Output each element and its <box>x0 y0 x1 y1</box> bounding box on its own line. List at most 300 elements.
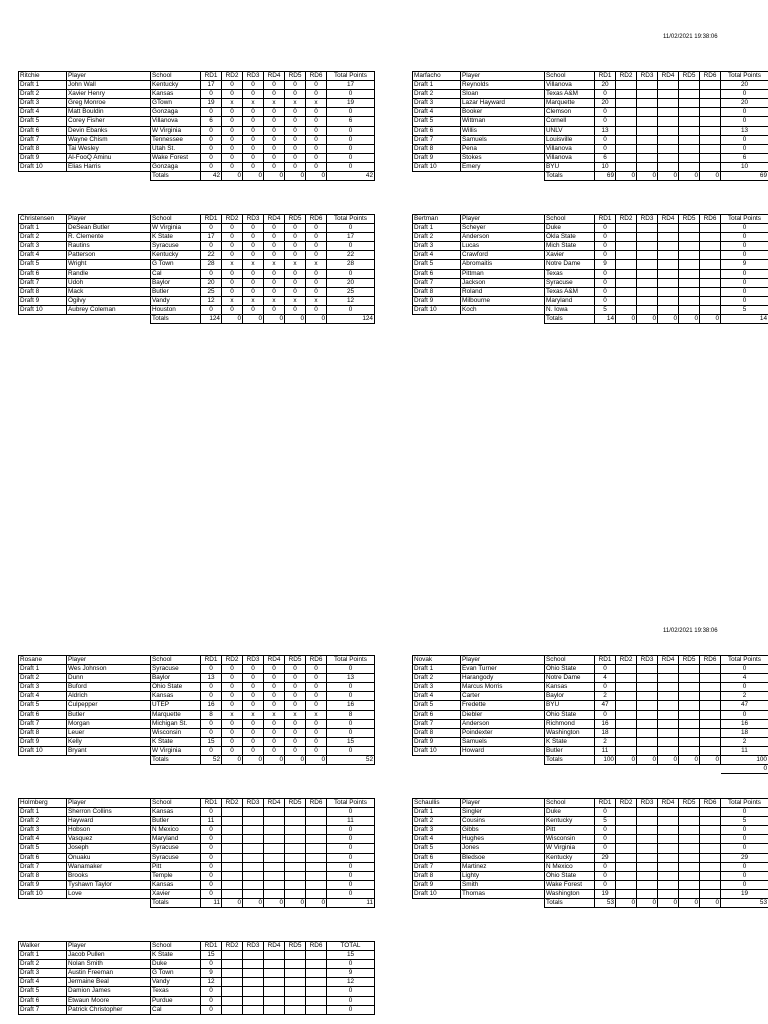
table-row <box>413 683 768 692</box>
draft-slot: Draft 1 <box>19 224 67 233</box>
round-points: 0 <box>243 117 264 126</box>
table-row <box>19 108 375 117</box>
round-points: 0 <box>243 135 264 144</box>
school-name: GTown <box>151 99 201 108</box>
total-points: 25 <box>327 287 375 296</box>
table-row <box>413 278 768 287</box>
school-name: Mich State <box>545 242 595 251</box>
school-name: Kentucky <box>151 251 201 260</box>
owner-name: Schaullis <box>413 799 461 808</box>
round-points <box>679 260 700 269</box>
round-points <box>637 844 658 853</box>
table-row <box>19 987 375 996</box>
table-row <box>413 162 768 171</box>
school-name: Cornell <box>545 117 595 126</box>
round-points <box>637 835 658 844</box>
player-name: Gibbs <box>461 826 545 835</box>
player-name: Samuels <box>461 135 545 144</box>
round-points: 0 <box>306 746 327 755</box>
player-name: Jackson <box>461 278 545 287</box>
table-row <box>413 817 768 826</box>
school-name: K State <box>545 737 595 746</box>
table-row <box>413 746 768 755</box>
column-header: Player <box>67 72 151 81</box>
round-points <box>637 251 658 260</box>
round-points: 0 <box>243 224 264 233</box>
round-points: x <box>285 296 306 305</box>
totals-value: 42 <box>327 172 375 181</box>
draft-slot: Draft 3 <box>413 242 461 251</box>
round-points: 0 <box>264 81 285 90</box>
draft-slot: Draft 3 <box>413 826 461 835</box>
school-name: Kentucky <box>151 81 201 90</box>
round-points: 0 <box>222 665 243 674</box>
player-name: Hobson <box>67 826 151 835</box>
school-name: Baylor <box>151 674 201 683</box>
round-points <box>285 826 306 835</box>
round-points <box>616 90 637 99</box>
school-name: Baylor <box>545 692 595 701</box>
round-points <box>658 871 679 880</box>
round-points <box>679 153 700 162</box>
round-points <box>222 996 243 1005</box>
round-points <box>306 978 327 987</box>
round-points: 0 <box>595 108 616 117</box>
table-row <box>413 665 768 674</box>
draft-slot: Draft 10 <box>19 889 67 898</box>
school-name: UNLV <box>545 126 595 135</box>
round-points: 0 <box>264 719 285 728</box>
round-points: 0 <box>306 242 327 251</box>
totals-value: 0 <box>700 172 721 181</box>
round-points: 0 <box>243 719 264 728</box>
round-points <box>243 969 264 978</box>
draft-slot: Draft 1 <box>19 665 67 674</box>
round-points <box>285 960 306 969</box>
round-points: 0 <box>595 224 616 233</box>
school-name: Kansas <box>151 880 201 889</box>
round-points <box>264 951 285 960</box>
column-header: RD4 <box>658 799 679 808</box>
round-points: 0 <box>222 278 243 287</box>
round-points: 6 <box>201 117 222 126</box>
totals-label: Totals <box>545 756 595 765</box>
player-name: Love <box>67 889 151 898</box>
draft-slot: Draft 4 <box>19 108 67 117</box>
draft-slot: Draft 4 <box>413 692 461 701</box>
round-points <box>658 278 679 287</box>
total-points: 0 <box>327 305 375 314</box>
round-points: 0 <box>595 90 616 99</box>
round-points: 0 <box>264 674 285 683</box>
school-name: Syracuse <box>545 278 595 287</box>
player-name: Diebler <box>461 710 545 719</box>
draft-slot: Draft 3 <box>19 826 67 835</box>
round-points: 0 <box>201 844 222 853</box>
round-points <box>637 242 658 251</box>
draft-slot: Draft 5 <box>19 701 67 710</box>
draft-slot: Draft 4 <box>413 835 461 844</box>
table-row <box>19 701 375 710</box>
draft-slot: Draft 7 <box>19 1005 67 1014</box>
column-header: RD5 <box>679 215 700 224</box>
table-row <box>19 162 375 171</box>
round-points <box>616 81 637 90</box>
school-name: W Virginia <box>151 746 201 755</box>
round-points <box>285 978 306 987</box>
player-name: Wittman <box>461 117 545 126</box>
draft-slot: Draft 3 <box>413 683 461 692</box>
round-points: 0 <box>243 233 264 242</box>
round-points: 0 <box>264 233 285 242</box>
round-points <box>637 826 658 835</box>
blank-cell <box>67 172 151 181</box>
round-points: 0 <box>306 269 327 278</box>
column-header: RD1 <box>201 942 222 951</box>
school-name: W Virginia <box>151 224 201 233</box>
round-points: 0 <box>201 108 222 117</box>
round-points: 0 <box>201 728 222 737</box>
round-points <box>616 862 637 871</box>
column-header: RD5 <box>679 799 700 808</box>
table-row <box>413 826 768 835</box>
total-points: 0 <box>327 996 375 1005</box>
round-points <box>679 862 700 871</box>
round-points <box>679 817 700 826</box>
player-name: Morgan <box>67 719 151 728</box>
table-row <box>19 969 375 978</box>
draft-slot: Draft 5 <box>413 844 461 853</box>
player-name: Ogilvy <box>67 296 151 305</box>
school-name: Utah St. <box>151 144 201 153</box>
school-name: Kansas <box>151 90 201 99</box>
player-name: Brooks <box>67 871 151 880</box>
round-points <box>616 710 637 719</box>
school-name: Clemson <box>545 108 595 117</box>
player-name: Harangody <box>461 674 545 683</box>
round-points <box>658 296 679 305</box>
draft-slot: Draft 6 <box>413 710 461 719</box>
round-points: x <box>264 99 285 108</box>
round-points: 0 <box>264 126 285 135</box>
school-name: Michigan St. <box>151 719 201 728</box>
player-name: Culpepper <box>67 701 151 710</box>
player-name: Joseph <box>67 844 151 853</box>
table-row <box>19 889 375 898</box>
round-points <box>637 692 658 701</box>
draft-slot: Draft 4 <box>19 251 67 260</box>
total-points: 0 <box>721 278 768 287</box>
round-points <box>658 99 679 108</box>
table-row <box>19 719 375 728</box>
round-points: 0 <box>306 719 327 728</box>
round-points <box>679 835 700 844</box>
table-row <box>19 251 375 260</box>
table-row <box>19 665 375 674</box>
column-header: RD3 <box>637 72 658 81</box>
round-points: 9 <box>595 260 616 269</box>
extra-value: 0 <box>721 765 768 774</box>
round-points <box>306 808 327 817</box>
totals-value: 69 <box>595 172 616 181</box>
draft-table-schaullis <box>412 798 768 908</box>
blank-cell <box>67 315 151 324</box>
draft-slot: Draft 7 <box>413 278 461 287</box>
round-points: 4 <box>595 674 616 683</box>
player-name: Matt Bouldin <box>67 108 151 117</box>
round-points <box>222 817 243 826</box>
total-points: 0 <box>327 144 375 153</box>
round-points <box>700 126 721 135</box>
round-points: 0 <box>306 278 327 287</box>
round-points <box>658 287 679 296</box>
total-points: 0 <box>327 683 375 692</box>
school-name: N Mexico <box>151 826 201 835</box>
round-points <box>616 835 637 844</box>
total-points: 17 <box>327 233 375 242</box>
school-name: Xavier <box>545 251 595 260</box>
round-points <box>616 224 637 233</box>
round-points <box>658 844 679 853</box>
round-points <box>679 251 700 260</box>
totals-value: 0 <box>679 315 700 324</box>
round-points: 0 <box>201 135 222 144</box>
total-points: 0 <box>327 269 375 278</box>
round-points: 20 <box>595 99 616 108</box>
school-name: Villanova <box>545 153 595 162</box>
total-points: 0 <box>721 835 768 844</box>
player-name: Evan Turner <box>461 665 545 674</box>
column-header: School <box>545 72 595 81</box>
round-points: 0 <box>264 135 285 144</box>
round-points <box>637 305 658 314</box>
column-header: Player <box>461 72 545 81</box>
draft-slot: Draft 6 <box>413 269 461 278</box>
total-points: 0 <box>327 126 375 135</box>
total-points: 0 <box>721 90 768 99</box>
round-points: 0 <box>222 144 243 153</box>
round-points <box>658 808 679 817</box>
round-points: 28 <box>201 260 222 269</box>
column-header: RD1 <box>201 799 222 808</box>
round-points <box>700 153 721 162</box>
round-points <box>616 287 637 296</box>
total-points: 0 <box>327 719 375 728</box>
table-row <box>19 1005 375 1014</box>
total-points: 2 <box>721 692 768 701</box>
table-row <box>413 719 768 728</box>
player-name: Pittman <box>461 269 545 278</box>
round-points <box>243 889 264 898</box>
round-points <box>637 665 658 674</box>
total-points: 0 <box>721 144 768 153</box>
round-points: 0 <box>595 287 616 296</box>
round-points: 2 <box>595 692 616 701</box>
round-points <box>658 719 679 728</box>
table-row <box>413 710 768 719</box>
table-row <box>19 746 375 755</box>
player-name: Samuels <box>461 737 545 746</box>
column-header: Total Points <box>721 799 768 808</box>
round-points: 11 <box>201 817 222 826</box>
round-points <box>658 90 679 99</box>
round-points: 0 <box>285 251 306 260</box>
total-points: 0 <box>721 710 768 719</box>
draft-slot: Draft 2 <box>413 674 461 683</box>
round-points <box>658 710 679 719</box>
round-points <box>658 862 679 871</box>
round-points: 0 <box>201 269 222 278</box>
round-points <box>700 117 721 126</box>
round-points: 0 <box>285 719 306 728</box>
round-points: 0 <box>285 90 306 99</box>
round-points: 0 <box>222 305 243 314</box>
totals-label: Totals <box>151 172 201 181</box>
round-points <box>637 871 658 880</box>
table-row <box>19 826 375 835</box>
column-header: Total Points <box>721 72 768 81</box>
round-points: 13 <box>201 674 222 683</box>
totals-value: 0 <box>700 315 721 324</box>
round-points: 0 <box>285 683 306 692</box>
totals-value: 0 <box>243 172 264 181</box>
round-points: 0 <box>201 719 222 728</box>
round-points: 0 <box>243 737 264 746</box>
school-name: Kentucky <box>545 817 595 826</box>
round-points: 17 <box>201 233 222 242</box>
player-name: Corey Fisher <box>67 117 151 126</box>
round-points <box>637 719 658 728</box>
column-header: RD3 <box>637 215 658 224</box>
school-name: Wisconsin <box>545 835 595 844</box>
school-name: Kansas <box>545 683 595 692</box>
round-points <box>700 871 721 880</box>
column-header: RD2 <box>222 656 243 665</box>
column-header: RD4 <box>658 656 679 665</box>
school-name: Duke <box>545 224 595 233</box>
draft-slot: Draft 3 <box>19 683 67 692</box>
total-points: 0 <box>721 135 768 144</box>
draft-slot: Draft 9 <box>413 880 461 889</box>
column-header: Total Points <box>721 656 768 665</box>
draft-slot: Draft 3 <box>413 99 461 108</box>
column-header: RD6 <box>306 72 327 81</box>
round-points <box>700 99 721 108</box>
blank-cell <box>658 765 679 774</box>
column-header: School <box>151 72 201 81</box>
round-points: 0 <box>222 135 243 144</box>
table-row <box>19 862 375 871</box>
round-points: 0 <box>222 692 243 701</box>
player-name: Singler <box>461 808 545 817</box>
draft-slot: Draft 8 <box>413 144 461 153</box>
round-points: 0 <box>306 305 327 314</box>
draft-slot: Draft 2 <box>413 817 461 826</box>
round-points <box>616 683 637 692</box>
round-points <box>616 844 637 853</box>
column-header: RD6 <box>700 72 721 81</box>
timestamp-top: 11/02/2021 19:38:06 <box>663 34 718 40</box>
player-name: Tyshawn Taylor <box>67 880 151 889</box>
round-points <box>679 278 700 287</box>
table-row <box>413 835 768 844</box>
totals-value: 0 <box>658 756 679 765</box>
round-points: 0 <box>285 701 306 710</box>
round-points: 0 <box>222 728 243 737</box>
round-points: 0 <box>285 135 306 144</box>
totals-value: 0 <box>700 756 721 765</box>
round-points: 0 <box>222 126 243 135</box>
total-points: 0 <box>721 296 768 305</box>
player-name: Emery <box>461 162 545 171</box>
totals-value: 0 <box>243 756 264 765</box>
extra-row <box>413 765 768 774</box>
school-name: Cal <box>151 1005 201 1014</box>
total-points: 0 <box>327 242 375 251</box>
draft-slot: Draft 2 <box>413 90 461 99</box>
draft-slot: Draft 1 <box>19 808 67 817</box>
round-points: 0 <box>243 287 264 296</box>
round-points <box>616 144 637 153</box>
round-points: 0 <box>595 296 616 305</box>
school-name: Houston <box>151 305 201 314</box>
round-points <box>658 746 679 755</box>
round-points: 0 <box>243 683 264 692</box>
column-header: Total Points <box>327 72 375 81</box>
totals-value: 0 <box>637 172 658 181</box>
round-points: 16 <box>595 719 616 728</box>
round-points: 0 <box>306 162 327 171</box>
round-points: x <box>243 99 264 108</box>
round-points: 0 <box>201 153 222 162</box>
round-points: 0 <box>201 1005 222 1014</box>
total-points: 6 <box>327 117 375 126</box>
column-header: RD1 <box>595 799 616 808</box>
round-points: 0 <box>306 153 327 162</box>
table-row <box>413 144 768 153</box>
player-name: Koch <box>461 305 545 314</box>
total-points: 12 <box>327 296 375 305</box>
owner-name: Ritchie <box>19 72 67 81</box>
round-points: 15 <box>201 951 222 960</box>
blank-cell <box>413 756 461 765</box>
table-row <box>19 880 375 889</box>
round-points: 0 <box>201 746 222 755</box>
player-name: Greg Monroe <box>67 99 151 108</box>
round-points: 0 <box>285 737 306 746</box>
total-points: 16 <box>327 701 375 710</box>
round-points <box>264 1005 285 1014</box>
table-row <box>19 233 375 242</box>
school-name: Pitt <box>545 826 595 835</box>
timestamp-bottom: 11/02/2021 19:38:06 <box>663 628 718 634</box>
round-points <box>222 889 243 898</box>
total-points: 0 <box>327 960 375 969</box>
round-points <box>222 969 243 978</box>
round-points: x <box>306 260 327 269</box>
round-points: 0 <box>264 144 285 153</box>
total-points: 0 <box>721 269 768 278</box>
round-points: 0 <box>306 683 327 692</box>
school-name: Texas <box>151 987 201 996</box>
round-points <box>658 162 679 171</box>
total-points: 0 <box>721 224 768 233</box>
round-points <box>700 853 721 862</box>
round-points <box>700 260 721 269</box>
draft-slot: Draft 8 <box>413 871 461 880</box>
column-header: RD6 <box>700 799 721 808</box>
round-points <box>306 996 327 1005</box>
